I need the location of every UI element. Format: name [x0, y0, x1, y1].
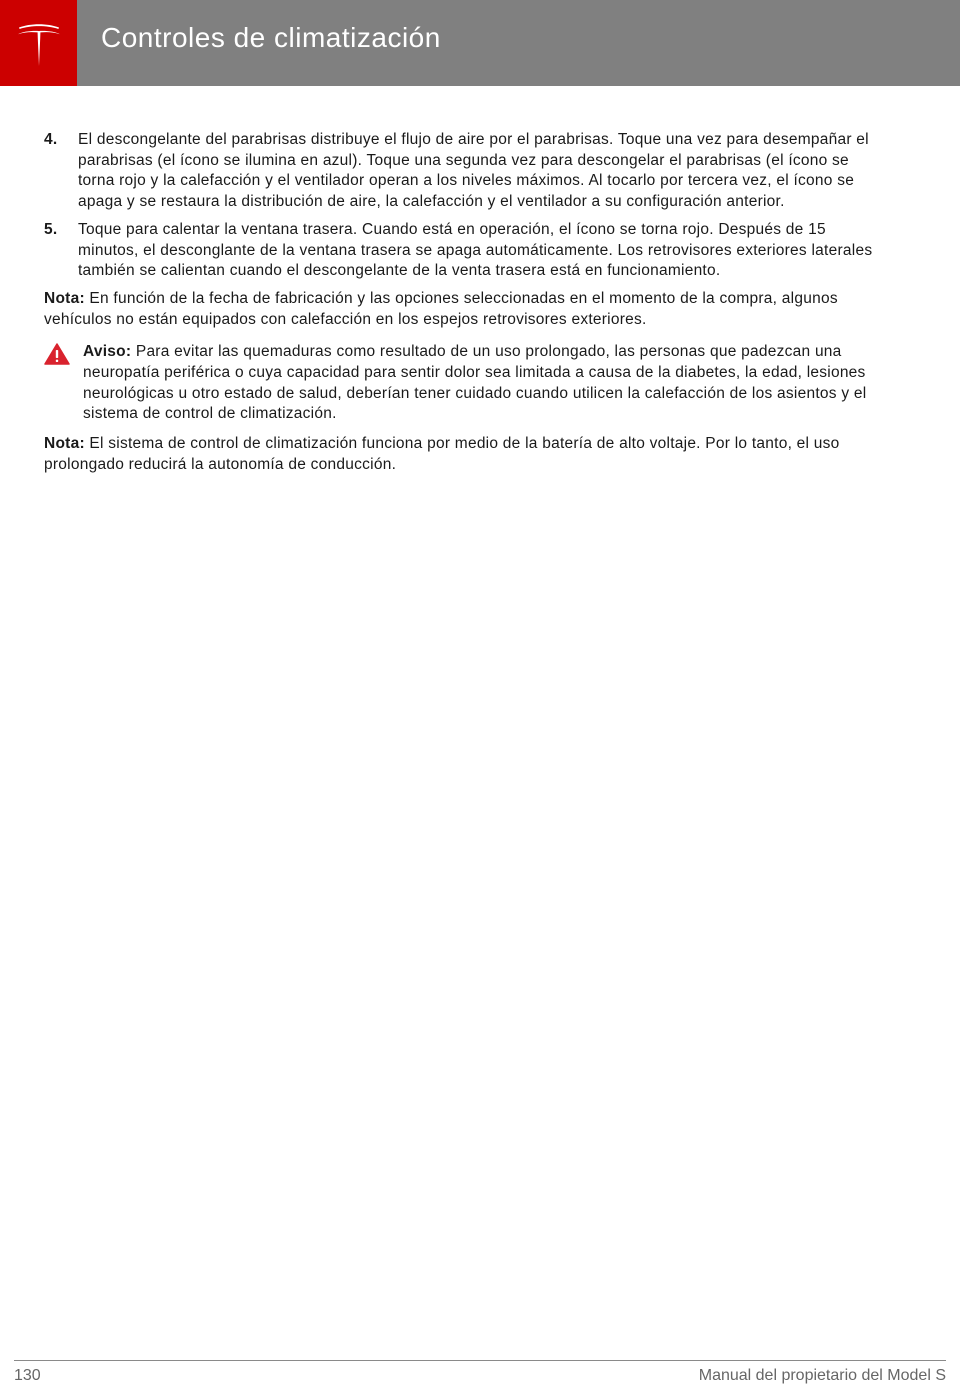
warning-triangle-icon — [44, 343, 70, 365]
note-text: En función de la fecha de fabricación y las opciones seleccionadas en el momento de la compra, algunos vehículos no están equipados con calefacción en los espejos retrovisores exteriores. — [44, 289, 838, 328]
manual-title: Manual del propietario del Model S — [698, 1367, 946, 1384]
warning-block — [44, 342, 874, 425]
list-item-number: 5. — [44, 220, 58, 238]
list-item-text: Toque para calentar la ventana trasera. Cuando está en operación, el ícono se torna rojo. Después de 15 minutos, el desconglante de la ventana trasera se apaga automáticamente. Los retrovisores exteriores laterales también se calientan cuando el descongelante de la venta trasera está en funcionamiento. — [78, 220, 873, 280]
warning-text-block — [83, 342, 874, 425]
logo-badge — [0, 0, 77, 86]
note-text: El sistema de control de climatización funciona por medio de la batería de alto voltaje. Por lo tanto, el uso prolongado reducirá la autonomía de conducción. — [44, 435, 840, 473]
tesla-logo-icon — [15, 18, 63, 68]
warning-label: Aviso: — [83, 343, 132, 361]
list-item-4 — [44, 130, 874, 213]
list-item-text: El descongelante del parabrisas distribuye el flujo de aire por el parabrisas. Toque una vez para desempañar el parabrisas (el ícono se ilumina en azul). Toque una segunda vez para descongelar el parabrisas (el ícono se torna rojo y la calefacción y el ventilador operan a los niveles máximos. Al tocarlo por tercera vez, el ícono se apaga y se restaura la distribución de aire, la calefacción y el ventilador a su configuración anterior. — [78, 131, 869, 211]
note-paragraph — [44, 289, 874, 330]
note-label: Nota: — [44, 435, 85, 453]
note-label: Nota: — [44, 289, 85, 307]
footer-divider — [14, 1360, 946, 1361]
main-content — [44, 130, 874, 485]
list-item-number: 4. — [44, 131, 58, 148]
warning-text: Para evitar las quemaduras como resultado de un uso prolongado, las personas que padezcan una neuropatía periférica o cuya capacidad para sentir dolor sea limitada a causa de la diabetes, la edad, lesiones neurológicas u otro estado de salud, deberían tener cuidado cuando utilicen la calefacción de los asientos y el sistema de control de climatización. — [83, 343, 867, 423]
list-item-5 — [44, 220, 874, 282]
page-header — [0, 0, 960, 86]
page-number: 130 — [14, 1367, 41, 1384]
page-title: Controles de climatización — [101, 22, 441, 53]
note-paragraph — [44, 434, 874, 475]
